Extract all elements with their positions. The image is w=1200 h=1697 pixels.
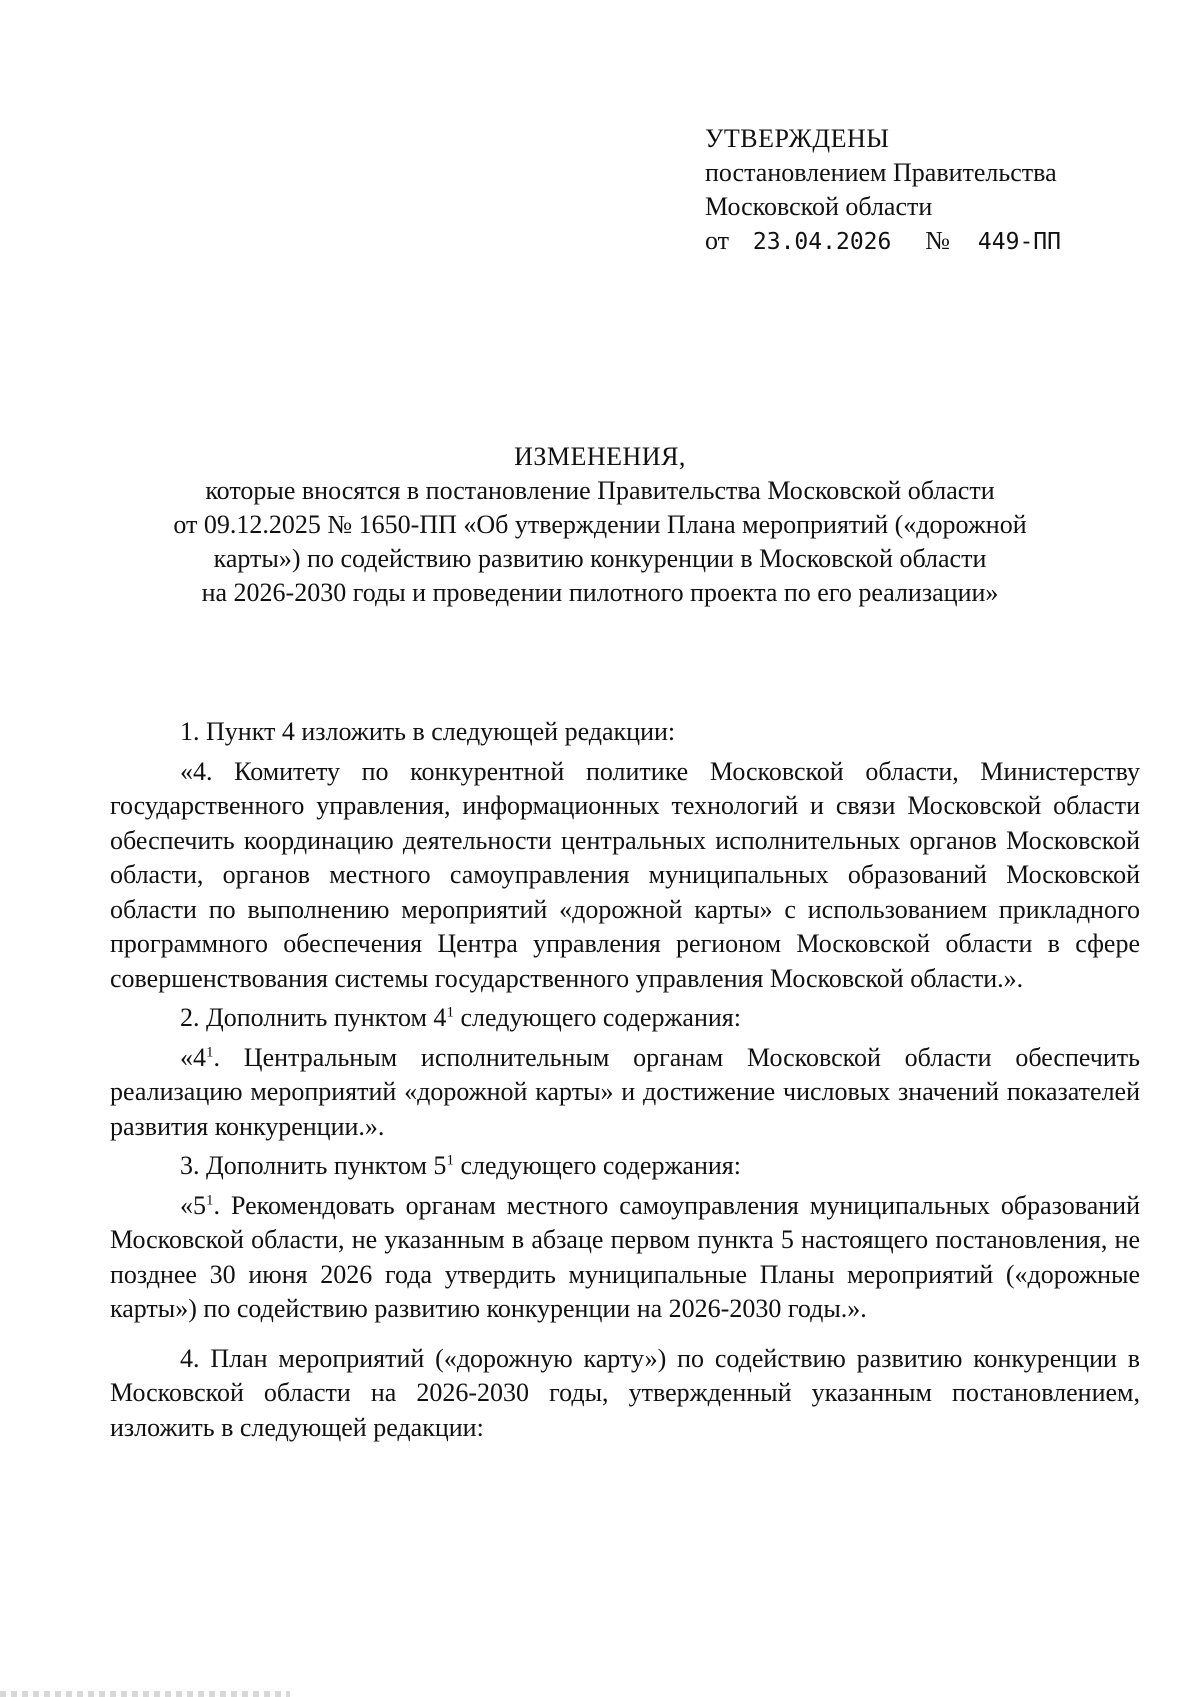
approval-date: 23.04.2026 (752, 229, 892, 255)
number-sign: № (925, 226, 951, 255)
approval-line: постановлением Правительства (705, 158, 1057, 187)
text-run: . Рекомендовать органам местного самоуправления муниципальных образований Московской области, не указанным в абзаце первом пункта 5 настоящего постановления, не позднее 30 июня 2026 года утвердить муниципальные Планы мероприятий («дорожные карты») по содействию развитию конкуренции на 2026-2030 годы.». (110, 1190, 1140, 1323)
scan-artifact (0, 1691, 290, 1697)
text-run: 2. Дополнить пунктом 4 (180, 1003, 447, 1032)
paragraph-item-2 (110, 1001, 1140, 1036)
text-run: следующего содержания: (453, 1151, 741, 1180)
text-run: следующего содержания: (453, 1003, 741, 1032)
paragraph-item-1: 1. Пункт 4 изложить в следующей редакции: (180, 717, 676, 746)
approval-date-line (705, 224, 1061, 259)
paragraph-quote-4: «4. Комитету по конкурентной политике Московской области, Министерству государственного управления, информационных технологий и связи Московской области обеспечить координацию деятельности центральных исполнительных органов Московской области, органов местного самоуправления муниципальных образований Московской области по выполнению мероприятий «дорожной карты» с использованием прикладного программного обеспечения Центра управления регионом Московской области в сфере совершенствования системы государственного управления Московской области.». (110, 756, 1140, 993)
superscript: 1 (446, 1152, 454, 1169)
paragraph-quote-4-1 (110, 1041, 1140, 1145)
heading-line: от 09.12.2025 № 1650-ПП «Об утверждении Плана мероприятий («дорожной (173, 510, 1027, 539)
approval-line: Московской области (705, 192, 933, 221)
approval-number: 449-ПП (977, 229, 1061, 255)
paragraph-item-3 (110, 1149, 1140, 1184)
paragraph-item-4: 4. План мероприятий («дорожную карту») по содействию развитию конкуренции в Московской области на 2026-2030 годы, утвержденный указанным постановлением, изложить в следующей редакции: (110, 1343, 1140, 1442)
text-run: . Центральным исполнительным органам Московской области обеспечить реализацию мероприятий «дорожной карты» и достижение числовых значений показателей развития конкуренции.». (110, 1042, 1140, 1141)
heading-line: которые вносятся в постановление Правительства Московской области (205, 476, 995, 505)
approval-title: УТВЕРЖДЕНЫ (705, 124, 890, 153)
approval-stamp (705, 122, 1061, 259)
superscript: 1 (206, 1043, 214, 1060)
paragraph-quote-5-1 (110, 1189, 1140, 1327)
heading-line: на 2026-2030 годы и проведении пилотного проекта по его реализации» (201, 578, 999, 607)
text-run: «4 (180, 1042, 206, 1072)
text-run: «5 (180, 1190, 206, 1220)
heading-line: карты») по содействию развитию конкуренции в Московской области (213, 544, 987, 573)
heading-title: ИЗМЕНЕНИЯ, (514, 442, 686, 471)
text-run: 3. Дополнить пунктом 5 (180, 1151, 447, 1180)
date-prefix: от (705, 226, 730, 255)
document-heading (100, 440, 1100, 610)
superscript: 1 (206, 1191, 214, 1208)
superscript: 1 (446, 1004, 454, 1021)
document-body (110, 715, 1140, 1445)
